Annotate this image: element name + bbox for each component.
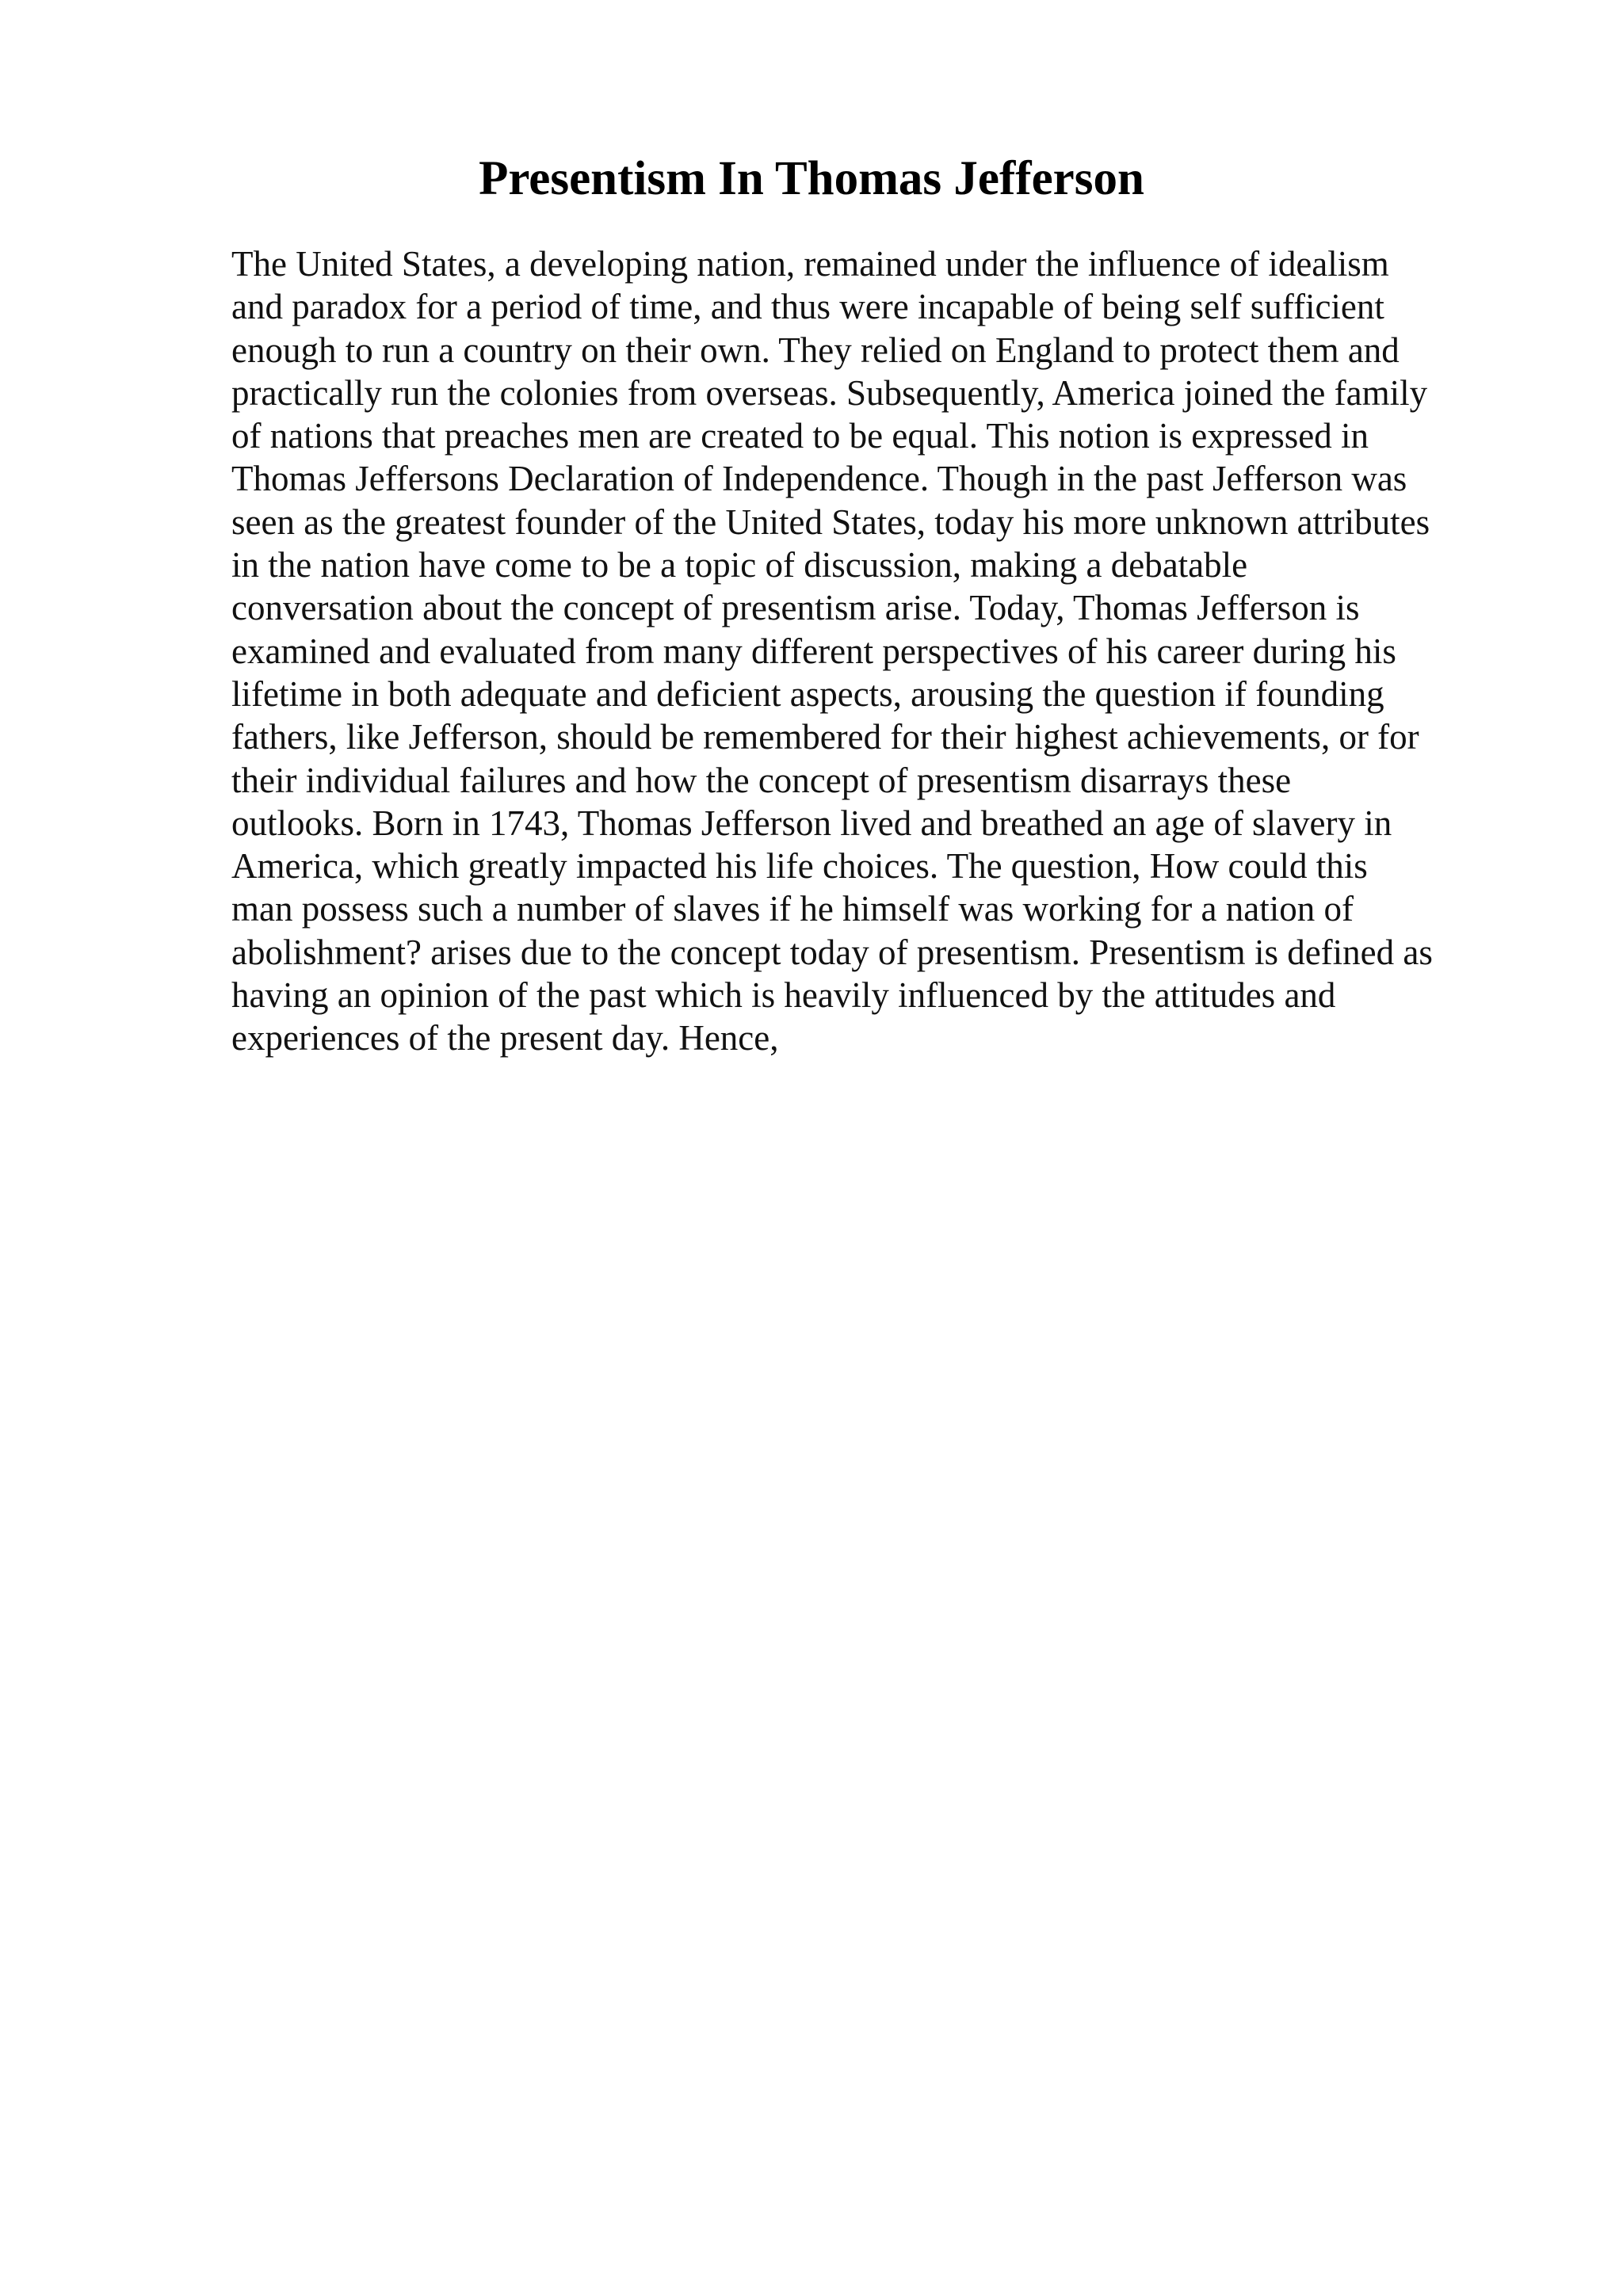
body-line: seen as the greatest founder of the United States, today his more unknown attributes [231, 502, 1430, 542]
body-line: fathers, like Jefferson, should be remembered for their highest achievements, or for [231, 717, 1419, 757]
body-line: experiences of the present day. Hence, [231, 1018, 779, 1058]
body-line: abolishment? arises due to the concept today of presentism. Presentism is defined as [231, 932, 1433, 972]
body-line: outlooks. Born in 1743, Thomas Jefferson lived and breathed an age of slavery in [231, 803, 1392, 843]
body-line: in the nation have come to be a topic of discussion, making a debatable [231, 545, 1248, 585]
body-line: conversation about the concept of presentism arise. Today, Thomas Jefferson is [231, 588, 1360, 628]
body-line: of nations that preaches men are created to be equal. This notion is expressed in [231, 416, 1369, 456]
body-line: lifetime in both adequate and deficient aspects, arousing the question if founding [231, 673, 1384, 714]
body-line: The United States, a developing nation, remained under the influence of idealism [231, 244, 1389, 284]
body-line: enough to run a country on their own. They relied on England to protect them and [231, 330, 1400, 370]
body-line: America, which greatly impacted his life choices. The question, How could this [231, 846, 1368, 887]
body-line: having an opinion of the past which is heavily influenced by the attitudes and [231, 975, 1336, 1016]
body-line: and paradox for a period of time, and thus were incapable of being self sufficient [231, 287, 1384, 327]
body-line: man possess such a number of slaves if he himself was working for a nation of [231, 889, 1354, 929]
body-line: practically run the colonies from overseas. Subsequently, America joined the family [231, 372, 1428, 413]
body-line: their individual failures and how the concept of presentism disarrays these [231, 760, 1292, 800]
document-body [231, 242, 1499, 1060]
document-title: Presentism In Thomas Jefferson [479, 152, 1144, 205]
body-line: examined and evaluated from many different perspectives of his career during his [231, 631, 1396, 671]
body-line: Thomas Jeffersons Declaration of Independence. Though in the past Jefferson was [231, 459, 1407, 499]
